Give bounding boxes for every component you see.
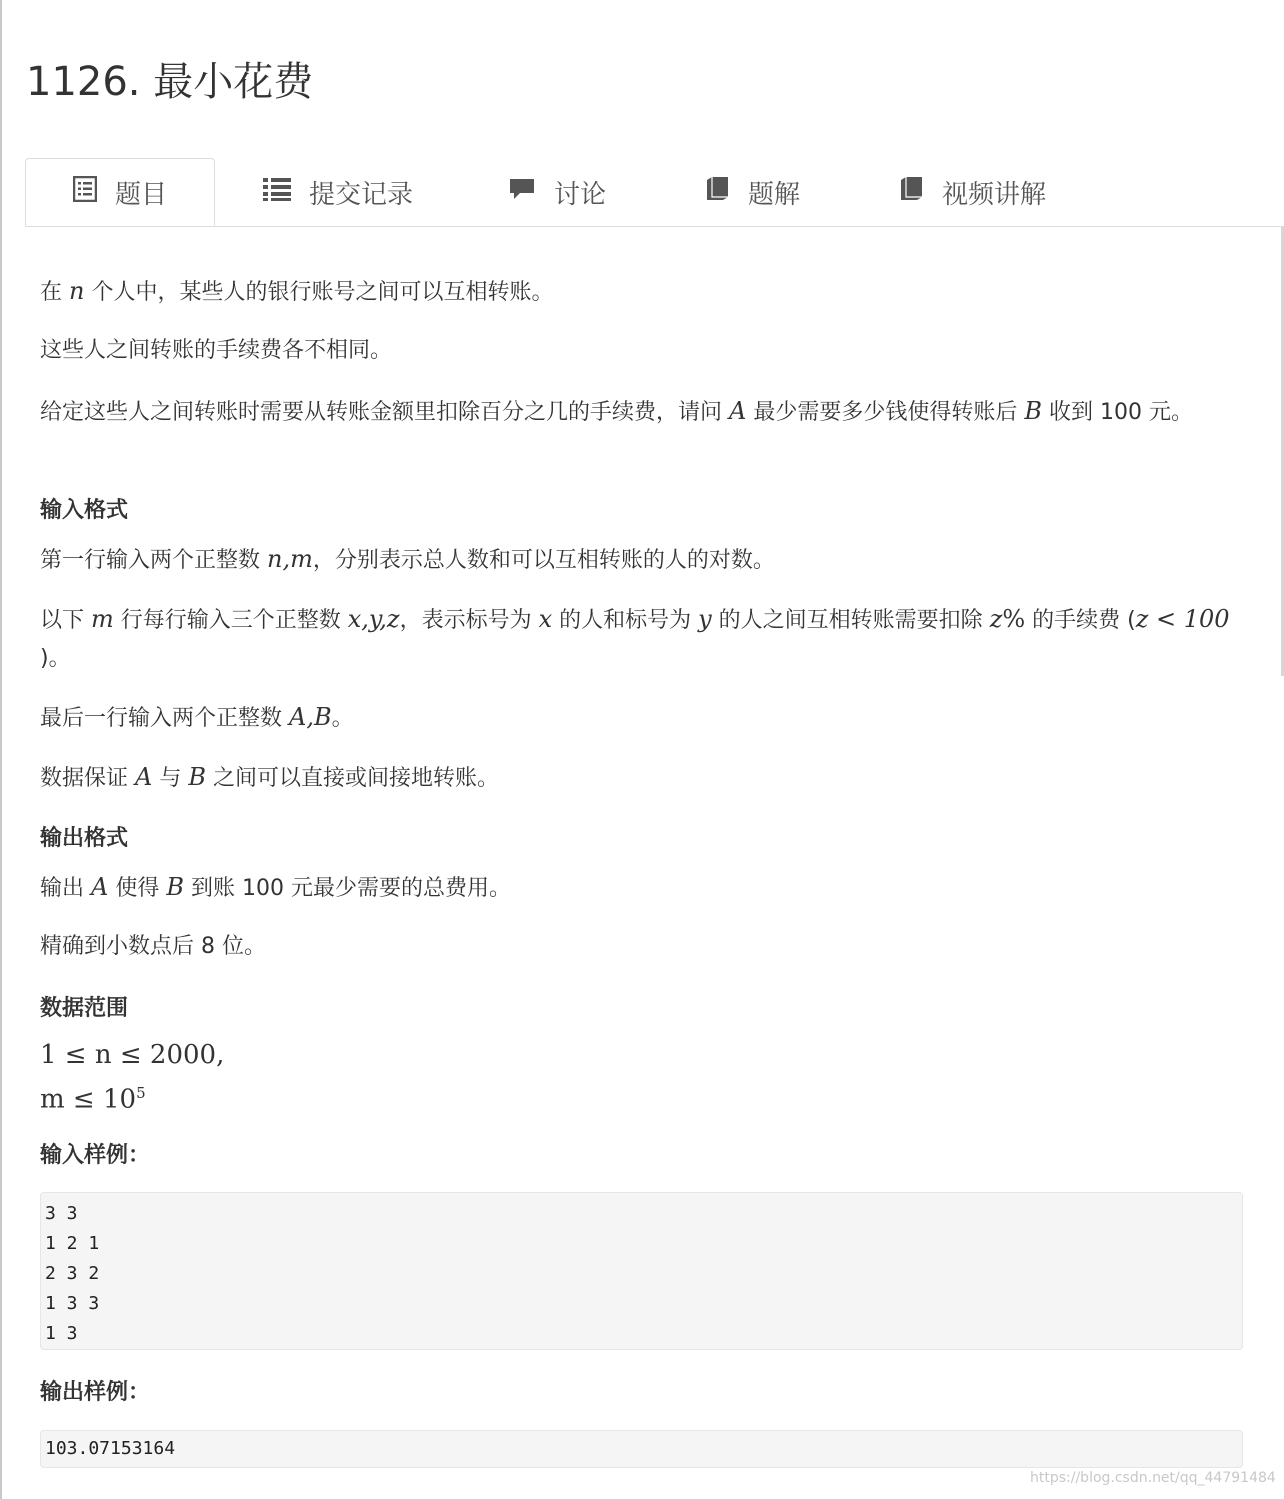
sample-output-heading: 输出样例：	[40, 1380, 151, 1405]
description-paragraph: 给定这些人之间转账时需要从转账金额里扣除百分之几的手续费，请问 A 最少需要多少钱使得转账后 B 收到 100 元。	[40, 397, 1193, 425]
tab-label: 视频讲解	[942, 179, 1047, 210]
tab-discussion[interactable]	[508, 158, 606, 226]
tab-solutions[interactable]	[704, 158, 800, 226]
left-border	[0, 0, 2, 1499]
description-paragraph: 在 n 个人中，某些人的银行账号之间可以互相转账。	[40, 277, 554, 305]
tab-label: 提交记录	[309, 179, 414, 210]
range-line: $m \le 10^5$	[40, 1084, 146, 1115]
book-icon	[898, 176, 924, 209]
page-title: 1126. 最小花费	[26, 59, 314, 105]
data-range-heading: 数据范围	[40, 996, 129, 1021]
input-format-paragraph: 最后一行输入两个正整数 A,B。	[40, 703, 354, 731]
book-icon	[704, 176, 730, 209]
tab-problem[interactable]	[25, 158, 215, 226]
tab-label: 题目	[115, 179, 168, 210]
sample-input-heading: 输入样例：	[40, 1143, 151, 1168]
watermark: https://blog.csdn.net/qq_44791484	[1030, 1470, 1276, 1486]
tab-bar	[25, 158, 1284, 227]
document-list-icon	[73, 176, 97, 209]
output-format-heading: 输出格式	[40, 826, 129, 851]
code-line: 103.07153164	[45, 1438, 176, 1459]
tab-label: 题解	[748, 179, 801, 210]
sample-output-code[interactable]	[40, 1430, 1243, 1468]
input-format-heading: 输入格式	[40, 498, 129, 523]
list-icon	[263, 176, 291, 209]
tab-label: 讨论	[554, 179, 607, 210]
code-line: 1 3	[45, 1323, 78, 1344]
code-line: 2 3 2	[45, 1263, 100, 1284]
range-line: 1 ≤ n ≤ 2000,	[40, 1040, 225, 1070]
description-paragraph: 这些人之间转账的手续费各不相同。	[40, 338, 393, 363]
sample-input-code[interactable]	[40, 1192, 1243, 1350]
code-line: 3 3	[45, 1203, 78, 1224]
tab-video-solutions[interactable]	[898, 158, 1046, 226]
input-format-paragraph: 数据保证 A 与 B 之间可以直接或间接地转账。	[40, 763, 499, 791]
output-format-paragraph: 输出 A 使得 B 到账 100 元最少需要的总费用。	[40, 873, 511, 901]
code-line: 1 3 3	[45, 1293, 100, 1314]
input-format-paragraph: 以下 m 行每行输入三个正整数 x,y,z，表示标号为 x 的人和标号为 y 的人之间互相转账需要扣除 z% 的手续费 (z < 100 )。	[40, 605, 1230, 671]
input-format-paragraph: 第一行输入两个正整数 n,m，分别表示总人数和可以互相转账的人的对数。	[40, 545, 775, 573]
output-format-paragraph: 精确到小数点后 8 位。	[40, 934, 266, 959]
comment-icon	[508, 176, 536, 209]
code-line: 1 2 1	[45, 1233, 100, 1254]
tab-submissions[interactable]	[263, 158, 413, 226]
